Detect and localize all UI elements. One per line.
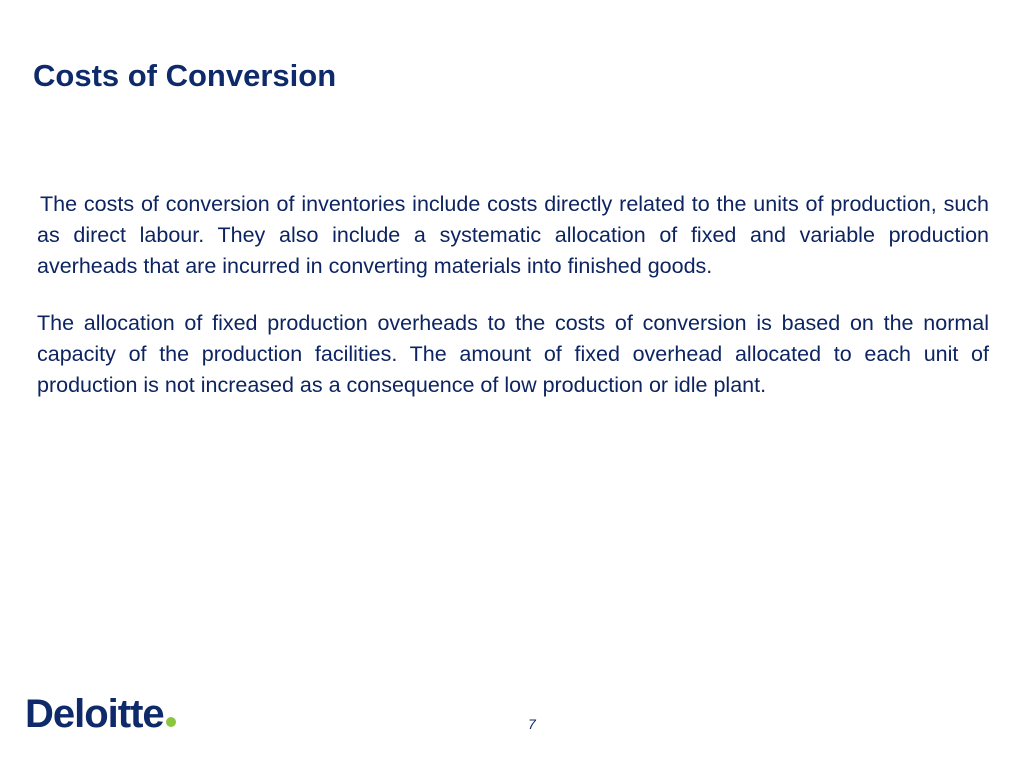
- slide-body: [37, 189, 989, 401]
- deloitte-logo: [25, 690, 176, 738]
- body-paragraph-1: The costs of conversion of inventories include costs directly related to the units of production, such as direct labour. They also include a systematic allocation of fixed and variable production averheads that are incurred in converting materials into finished goods.: [37, 192, 989, 278]
- slide-title: Costs of Conversion: [33, 58, 337, 93]
- page-number: 7: [528, 716, 536, 732]
- logo-green-dot-icon: [166, 717, 176, 727]
- body-paragraph-2: The allocation of fixed production overheads to the costs of conversion is based on the normal capacity of the production facilities. The amount of fixed overhead allocated to each unit of production is not increased as a consequence of low production or idle plant.: [37, 311, 989, 397]
- logo-wordmark: Deloitte: [25, 692, 164, 736]
